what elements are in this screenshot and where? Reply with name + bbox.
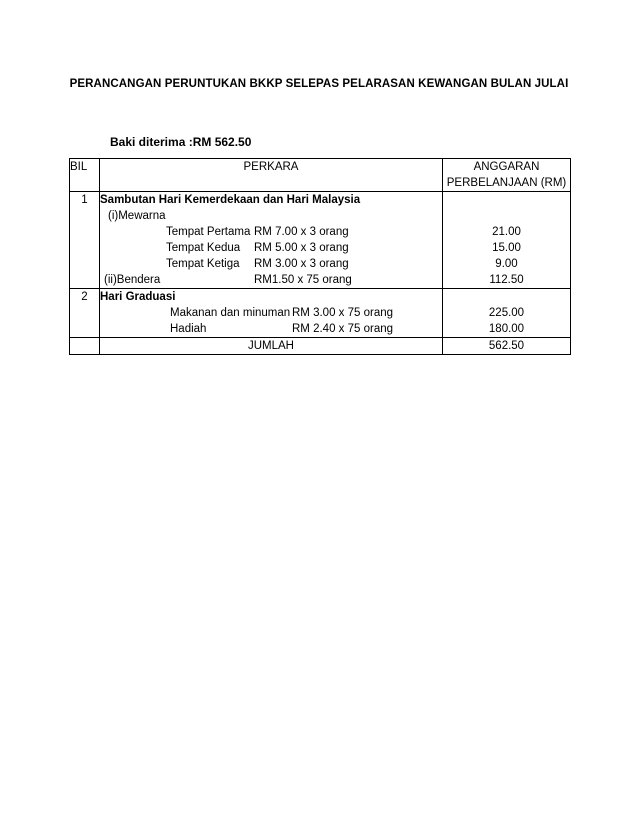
total-row xyxy=(70,338,571,355)
item-amount: 180.00 xyxy=(488,323,525,335)
item-name: Hadiah xyxy=(170,323,207,335)
item-name: Tempat Pertama xyxy=(166,226,251,238)
line-item xyxy=(100,305,442,321)
table-row xyxy=(70,192,571,289)
item-name: Tempat Ketiga xyxy=(166,258,240,270)
row-perkara xyxy=(100,289,443,338)
table-row xyxy=(70,289,571,338)
line-item xyxy=(100,321,442,337)
total-label: JUMLAH xyxy=(100,338,443,355)
line-item xyxy=(100,256,442,272)
line-item xyxy=(100,240,442,256)
table-header-row xyxy=(70,159,571,192)
item-amount: 9.00 xyxy=(495,258,518,270)
section-title: Sambutan Hari Kemerdekaan dan Hari Malaysia xyxy=(100,194,361,206)
row-bil: 2 xyxy=(70,289,100,338)
line-item xyxy=(100,224,442,240)
document-title: PERANCANGAN PERUNTUKAN BKKP SELEPAS PELARASAN KEWANGAN BULAN JULAI xyxy=(69,78,569,90)
total-value: 562.50 xyxy=(443,338,571,355)
item-amount: 112.50 xyxy=(489,274,524,286)
row-perkara xyxy=(100,192,443,289)
budget-table xyxy=(69,158,571,355)
header-anggaran-line2: PERBELANJAAN (RM) xyxy=(446,177,567,189)
header-anggaran xyxy=(443,159,571,192)
item-amount: 225.00 xyxy=(488,307,525,319)
header-bil: BIL xyxy=(70,159,100,192)
item-name: Makanan dan minuman xyxy=(170,307,291,319)
item-rate: RM 7.00 x 3 orang xyxy=(254,226,349,238)
subsection-label: (i)Mewarna xyxy=(108,210,166,222)
row-bil: 1 xyxy=(70,192,100,289)
total-bil-empty xyxy=(70,338,100,355)
item-amount: 15.00 xyxy=(492,242,521,254)
item-rate: RM 2.40 x 75 orang xyxy=(292,323,394,335)
header-perkara: PERKARA xyxy=(100,159,443,192)
row-amounts xyxy=(443,192,571,289)
row-amounts xyxy=(443,289,571,338)
line-item xyxy=(100,272,442,288)
item-rate: RM 3.00 x 75 orang xyxy=(292,307,394,319)
section-title: Hari Graduasi xyxy=(100,291,176,303)
item-rate: RM 5.00 x 3 orang xyxy=(254,242,349,254)
item-name: Tempat Kedua xyxy=(166,242,241,254)
item-rate: RM 3.00 x 3 orang xyxy=(254,258,349,270)
header-anggaran-line1: ANGGARAN xyxy=(473,161,540,173)
item-amount: 21.00 xyxy=(492,226,521,238)
balance-received: Baki diterima :RM 562.50 xyxy=(110,135,252,149)
item-rate: RM1.50 x 75 orang xyxy=(254,274,352,286)
item-name: (ii)Bendera xyxy=(104,274,161,286)
